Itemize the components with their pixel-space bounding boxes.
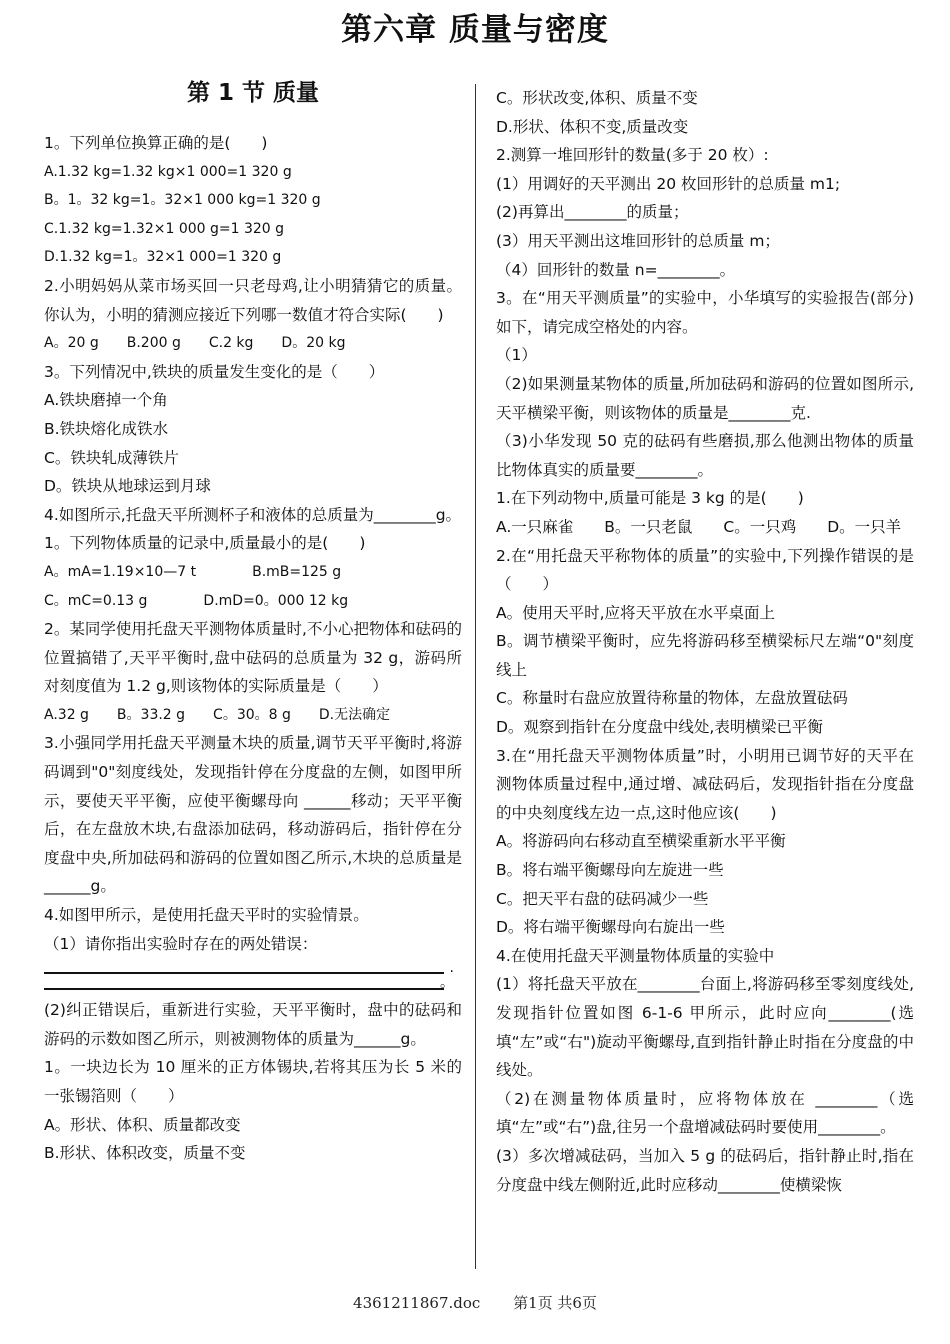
option-line: C。铁块轧成薄铁片 (44, 448, 179, 467)
question-line: 2。某同学使用托盘天平测物体质量时,不小心把物体和砝码的位置搞错了,天平平衡时,盘中砝码的总质量为 32 g，游码所对刻度值为 1.2 g,则该物体的实际质量是（ ） (44, 620, 462, 696)
answer-line (44, 974, 454, 992)
page-footer (0, 1292, 950, 1313)
question-line: 4.在使用托盘天平测量物体质量的实验中 (496, 946, 775, 965)
footer-filename: 4361211867.doc (353, 1294, 481, 1312)
question-line: (1）将托盘天平放在________台面上,将游码移至零刻度线处,发现指针位置如图 6-1-6 甲所示，此时应向________(选填“左”或“右")旋动平衡螺母,直到指针静止时指在分度盘的中线处。 (496, 975, 914, 1080)
question-line: （1）请你指出实验时存在的两处错误： (44, 934, 318, 953)
option-line: D。将右端平衡螺母向右旋出一些 (496, 918, 725, 937)
option-line: D.1.32 kg=1。32×1 000=1 320 g (44, 249, 282, 266)
option-line: A.1.32 kg=1.32 kg×1 000=1 320 g (44, 163, 292, 180)
question-line: （2)如果测量某物体的质量,所加砝码和游码的位置如图所示,天平横梁平衡，则该物体的质量是________克. (496, 374, 914, 422)
option-line: A。mA=1.19×10—7 t B.mB=125 g (44, 563, 342, 580)
answer-line (44, 958, 454, 977)
question-line: 3.在“用托盘天平测物体质量”时，小明用已调节好的天平在测物体质量过程中,通过增、减砝码后，发现指针指在分度盘的中央刻度线左边一点,这时他应该( ) (496, 746, 914, 822)
question-line: （3)小华发现 50 克的砝码有些磨损,那么他测出物体的质量比物体真实的质量要________。 (496, 432, 914, 479)
question-line: 3。在“用天平测质量”的实验中，小华填写的实验报告(部分)如下，请完成空格处的内容。 (496, 289, 914, 336)
chapter-title: 第六章 质量与密度 (341, 12, 609, 48)
question-line: （4）回形针的数量 n=________。 (496, 260, 736, 279)
question-line: (2)纠正错误后，重新进行实验，天平平衡时，盘中的砝码和游码的示数如图乙所示，则被测物体的质量为______g。 (44, 1001, 462, 1048)
option-line: B。将右端平衡螺母向左旋进一些 (496, 861, 724, 880)
question-line: 3。下列情况中,铁块的质量发生变化的是（ ） (44, 362, 385, 381)
option-line: C。把天平右盘的砝码减少一些 (496, 889, 709, 908)
question-line: 2.测算一堆回形针的数量(多于 20 枚）: (496, 146, 769, 165)
question-line: 4.如图甲所示，是使用托盘天平时的实验情景。 (44, 906, 369, 925)
option-line: D.形状、体积不变,质量改变 (496, 117, 689, 136)
option-line: D。观察到指针在分度盘中线处,表明横梁已平衡 (496, 718, 823, 737)
answer-line-end: 。 (440, 975, 454, 992)
option-line: D。铁块从地球运到月球 (44, 477, 211, 496)
right-column (496, 84, 914, 1199)
question-line: (3）用天平测出这堆回形针的总质量 m； (496, 231, 780, 250)
question-line: 1。下列单位换算正确的是( ) (44, 134, 268, 152)
question-line: 2.小明妈妈从菜市场买回一只老母鸡,让小明猜猜它的质量。你认为，小明的猜测应接近下列哪一数值才符合实际( ) (44, 276, 462, 324)
footer-page-number: 第1页 共6页 (513, 1294, 597, 1312)
option-line: C。形状改变,体积、质量不变 (496, 89, 698, 107)
question-line: (3）多次增减砝码，当加入 5 g 的砝码后，指针静止时,指在分度盘中线左侧附近,此时应移动________使横梁恢 (496, 1146, 914, 1194)
question-line: 1。一块边长为 10 厘米的正方体锡块,若将其压为长 5 米的一张锡箔则（ ） (44, 1058, 462, 1105)
column-divider (475, 84, 476, 1269)
option-line: B。1。32 kg=1。32×1 000 kg=1 320 g (44, 192, 321, 209)
option-line: C。称量时右盘应放置待称量的物体，左盘放置砝码 (496, 689, 848, 708)
option-line: A.一只麻雀 B。一只老鼠 C。一只鸡 D。一只羊 (496, 517, 902, 536)
question-line: (1）用调好的天平测出 20 枚回形针的总质量 m1; (496, 174, 841, 193)
option-line: C。mC=0.13 g D.mD=0。000 12 kg (44, 592, 349, 609)
option-line: A.铁块磨掉一个角 (44, 391, 168, 410)
question-line: (2)再算出________的质量； (496, 203, 689, 222)
left-column (44, 70, 462, 1168)
answer-line-end: . (449, 960, 454, 977)
question-line: 4.如图所示,托盘天平所测杯子和液体的总质量为________g。 (44, 505, 462, 524)
question-line: （1） (496, 346, 537, 365)
option-line: B.铁块熔化成铁水 (44, 419, 169, 438)
option-line: A.32 g B。33.2 g C。30。8 g D.无法确定 (44, 706, 391, 723)
option-line: A。使用天平时,应将天平放在水平桌面上 (496, 603, 776, 622)
question-line: 1。下列物体质量的记录中,质量最小的是( ) (44, 534, 366, 553)
question-line: （2)在测量物体质量时，应将物体放在 ________（选填“左”或“右”)盘,往另一个盘增减砝码时要使用________。 (496, 1089, 914, 1137)
option-line: A。20 g B.200 g C.2 kg D。20 kg (44, 335, 346, 352)
option-line: B.形状、体积改变，质量不变 (44, 1144, 246, 1163)
option-line: A。形状、体积、质量都改变 (44, 1115, 241, 1134)
section-title: 第 1 节 质量 (186, 80, 320, 106)
question-line: 2.在“用托盘天平称物体的质量”的实验中,下列操作错误的是（ ） (496, 546, 914, 594)
question-line: 1.在下列动物中,质量可能是 3 kg 的是( ) (496, 489, 804, 508)
option-line: C.1.32 kg=1.32×1 000 g=1 320 g (44, 220, 285, 237)
question-line: 3.小强同学用托盘天平测量木块的质量,调节天平平衡时,将游码调到"0"刻度线处，发现指针停在分度盘的左侧，如图甲所示，要使天平平衡，应使平衡螺母向 ______移动；天平平衡后，在左盘放木块,右盘添加砝码，移动游码后，指针停在分度盘中央,所加砝码和游码的位置如图乙所示,木块的总质量是______g。 (44, 734, 462, 896)
option-line: A。将游码向右移动直至横梁重新水平平衡 (496, 832, 786, 851)
option-line: B。调节横梁平衡时，应先将游码移至横梁标尺左端“0"刻度线上 (496, 632, 914, 679)
